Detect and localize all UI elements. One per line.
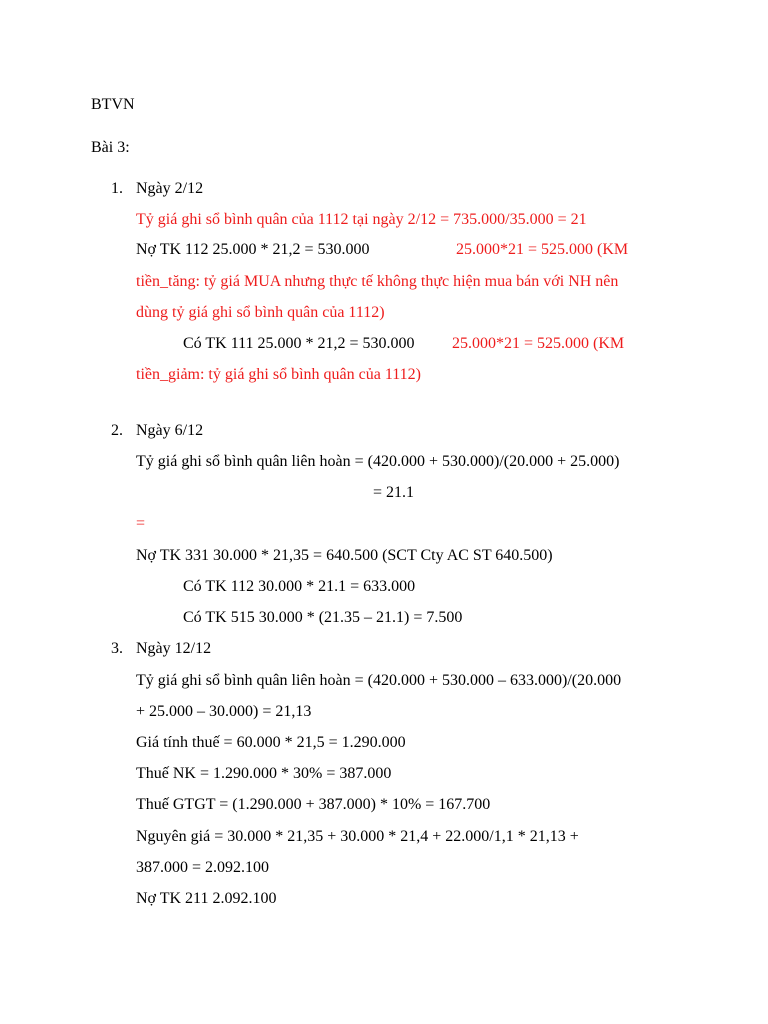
document-heading: BTVN [91, 96, 135, 113]
correction-note: 25.000*21 = 525.000 (KM [456, 241, 629, 258]
calculation-line: Tỷ giá ghi sổ bình quân liên hoàn = (420.000 + 530.000)/(20.000 + 25.000) [136, 453, 620, 470]
calculation-line: Giá tính thuế = 60.000 * 21,5 = 1.290.000 [136, 734, 406, 751]
debit-entry: Nợ TK 211 2.092.100 [136, 890, 277, 907]
correction-note: tiền_giảm: tỷ giá ghi sổ bình quân của 1112) [136, 366, 421, 383]
correction-note: dùng tỷ giá ghi sổ bình quân của 1112) [136, 304, 385, 321]
calculation-line: = [136, 515, 146, 532]
credit-entry: Có TK 515 30.000 * (21.35 – 21.1) = 7.500 [183, 609, 463, 626]
calculation-line: Thuế GTGT = (1.290.000 + 387.000) * 10% = 167.700 [136, 796, 491, 813]
calculation-line: Nguyên giá = 30.000 * 21,35 + 30.000 * 21,4 + 22.000/1,1 * 21,13 + [136, 828, 579, 845]
calculation-line: + 25.000 – 30.000) = 21,13 [136, 703, 312, 720]
item-title: Ngày 2/12 [136, 180, 204, 197]
item-title: Ngày 12/12 [136, 640, 212, 657]
correction-note: 25.000*21 = 525.000 (KM [452, 335, 625, 352]
debit-entry: Nợ TK 112 25.000 * 21,2 = 530.000 [136, 241, 370, 258]
calculation-line: 387.000 = 2.092.100 [136, 859, 270, 876]
rate-note: Tỷ giá ghi sổ bình quân của 1112 tại ngày 2/12 = 735.000/35.000 = 21 [136, 211, 587, 228]
debit-entry: Nợ TK 331 30.000 * 21,35 = 640.500 (SCT Cty AC ST 640.500) [136, 547, 553, 564]
item-number: 1. [111, 180, 123, 197]
correction-note: tiền_tăng: tỷ giá MUA nhưng thực tế không thực hiện mua bán với NH nên [136, 273, 619, 290]
credit-entry: Có TK 112 30.000 * 21.1 = 633.000 [183, 578, 416, 595]
calculation-line: Thuế NK = 1.290.000 * 30% = 387.000 [136, 765, 392, 782]
item-title: Ngày 6/12 [136, 422, 204, 439]
item-number: 2. [111, 422, 123, 439]
item-number: 3. [111, 640, 123, 657]
calculation-line: Tỷ giá ghi sổ bình quân liên hoàn = (420.000 + 530.000 – 633.000)/(20.000 [136, 672, 622, 689]
credit-entry: Có TK 111 25.000 * 21,2 = 530.000 [183, 335, 415, 352]
calculation-line: = 21.1 [373, 484, 415, 501]
exercise-title: Bài 3: [91, 139, 130, 156]
